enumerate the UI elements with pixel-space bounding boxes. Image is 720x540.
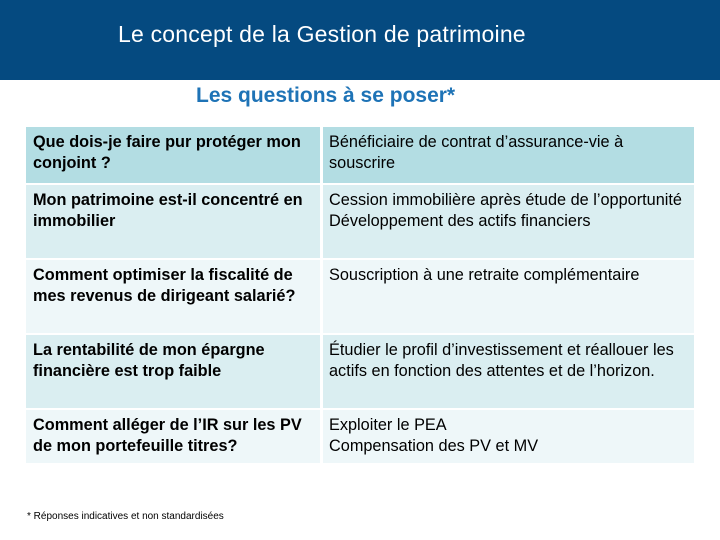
answer-line: Étudier le profil d’investissement et réallouer les actifs en fonction des attentes et de l’horizon. <box>329 341 674 380</box>
question-cell: La rentabilité de mon épargne financière est trop faible <box>26 334 322 409</box>
answer-cell <box>322 409 695 464</box>
table-row <box>26 184 694 259</box>
question-cell: Que dois-je faire pur protéger mon conjoint ? <box>26 127 322 184</box>
answer-line: Cession immobilière après étude de l’opportunité <box>329 191 682 209</box>
answer-cell <box>322 334 695 409</box>
questions-table <box>26 127 694 465</box>
answer-line: Développement des actifs financiers <box>329 212 591 230</box>
answer-cell <box>322 127 695 184</box>
footnote: * Réponses indicatives et non standardisées <box>27 511 224 522</box>
answer-cell <box>322 184 695 259</box>
answer-cell <box>322 259 695 334</box>
answer-line: Bénéficiaire de contrat d’assurance-vie à souscrire <box>329 133 624 172</box>
table-row <box>26 334 694 409</box>
table-row <box>26 127 694 184</box>
table-row <box>26 259 694 334</box>
question-cell: Comment optimiser la fiscalité de mes revenus de dirigeant salarié? <box>26 259 322 334</box>
title-bar <box>0 0 720 80</box>
answer-line: Exploiter le PEA <box>329 416 447 434</box>
answer-line: Souscription à une retraite complémentaire <box>329 266 640 284</box>
table-row <box>26 409 694 464</box>
page-title: Le concept de la Gestion de patrimoine <box>118 21 526 47</box>
section-subtitle: Les questions à se poser* <box>196 84 456 107</box>
question-cell: Mon patrimoine est-il concentré en immobilier <box>26 184 322 259</box>
answer-line: Compensation des PV et MV <box>329 437 539 455</box>
question-cell: Comment alléger de l’IR sur les PV de mon portefeuille titres? <box>26 409 322 464</box>
